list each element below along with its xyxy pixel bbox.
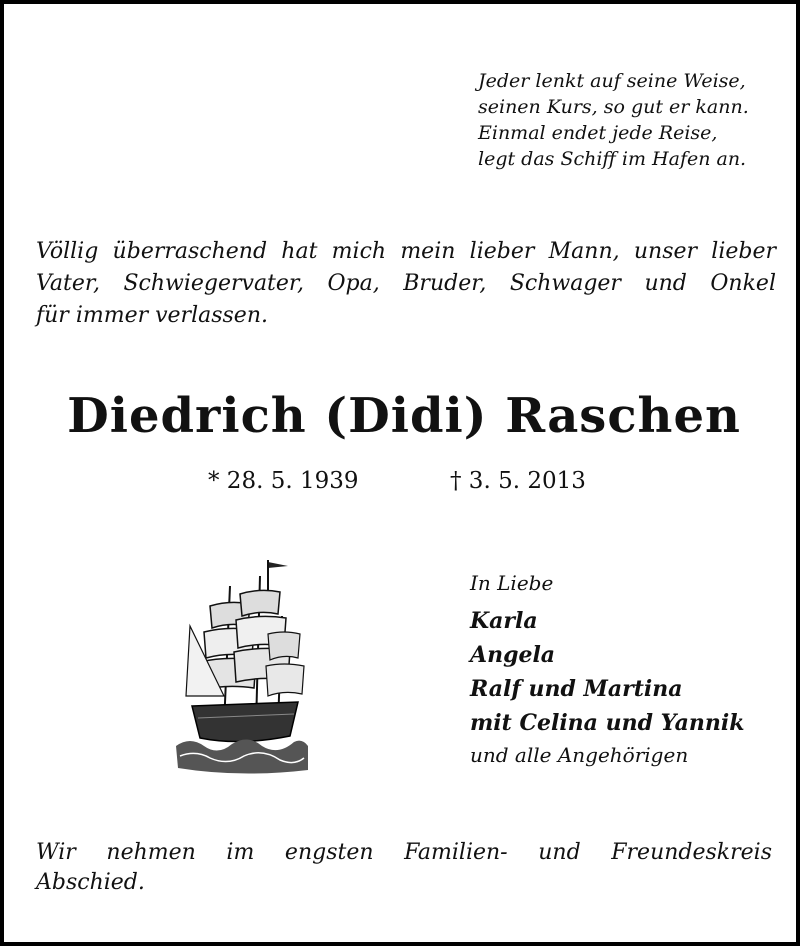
closing-line: Abschied. [36,870,145,895]
mourners-block [470,568,790,770]
sailing-ship-icon [170,556,310,776]
closing-text [36,838,772,898]
deceased-name: Diedrich (Didi) Raschen [67,388,741,444]
mourner-name: Ralf und Martina [470,676,683,702]
mourners-lead: In Liebe [470,571,554,595]
intro-line: für immer verlassen. [36,303,268,328]
mourners-tail: und alle Angehörigen [470,743,689,767]
intro-text [36,236,776,332]
poem-line: seinen Kurs, so gut er kann. [478,96,749,118]
birth-date: * 28. 5. 1939 [208,468,359,494]
intro-line: Vater, Schwiegervater, Opa, Bruder, Schwager und Onkel [36,271,776,296]
mourner-name: Angela [470,642,556,668]
closing-line: Wir nehmen im engsten Familien- und Freundeskreis [36,840,772,865]
mourner-name: Karla [470,608,538,634]
poem [478,68,788,172]
poem-line: Jeder lenkt auf seine Weise, [478,70,746,92]
poem-line: Einmal endet jede Reise, [478,122,718,144]
poem-line: legt das Schiff im Hafen an. [478,148,747,170]
intro-line: Völlig überraschend hat mich mein lieber Mann, unser lieber [36,239,776,264]
death-date: † 3. 5. 2013 [450,468,586,494]
mourner-name: mit Celina und Yannik [470,710,745,736]
